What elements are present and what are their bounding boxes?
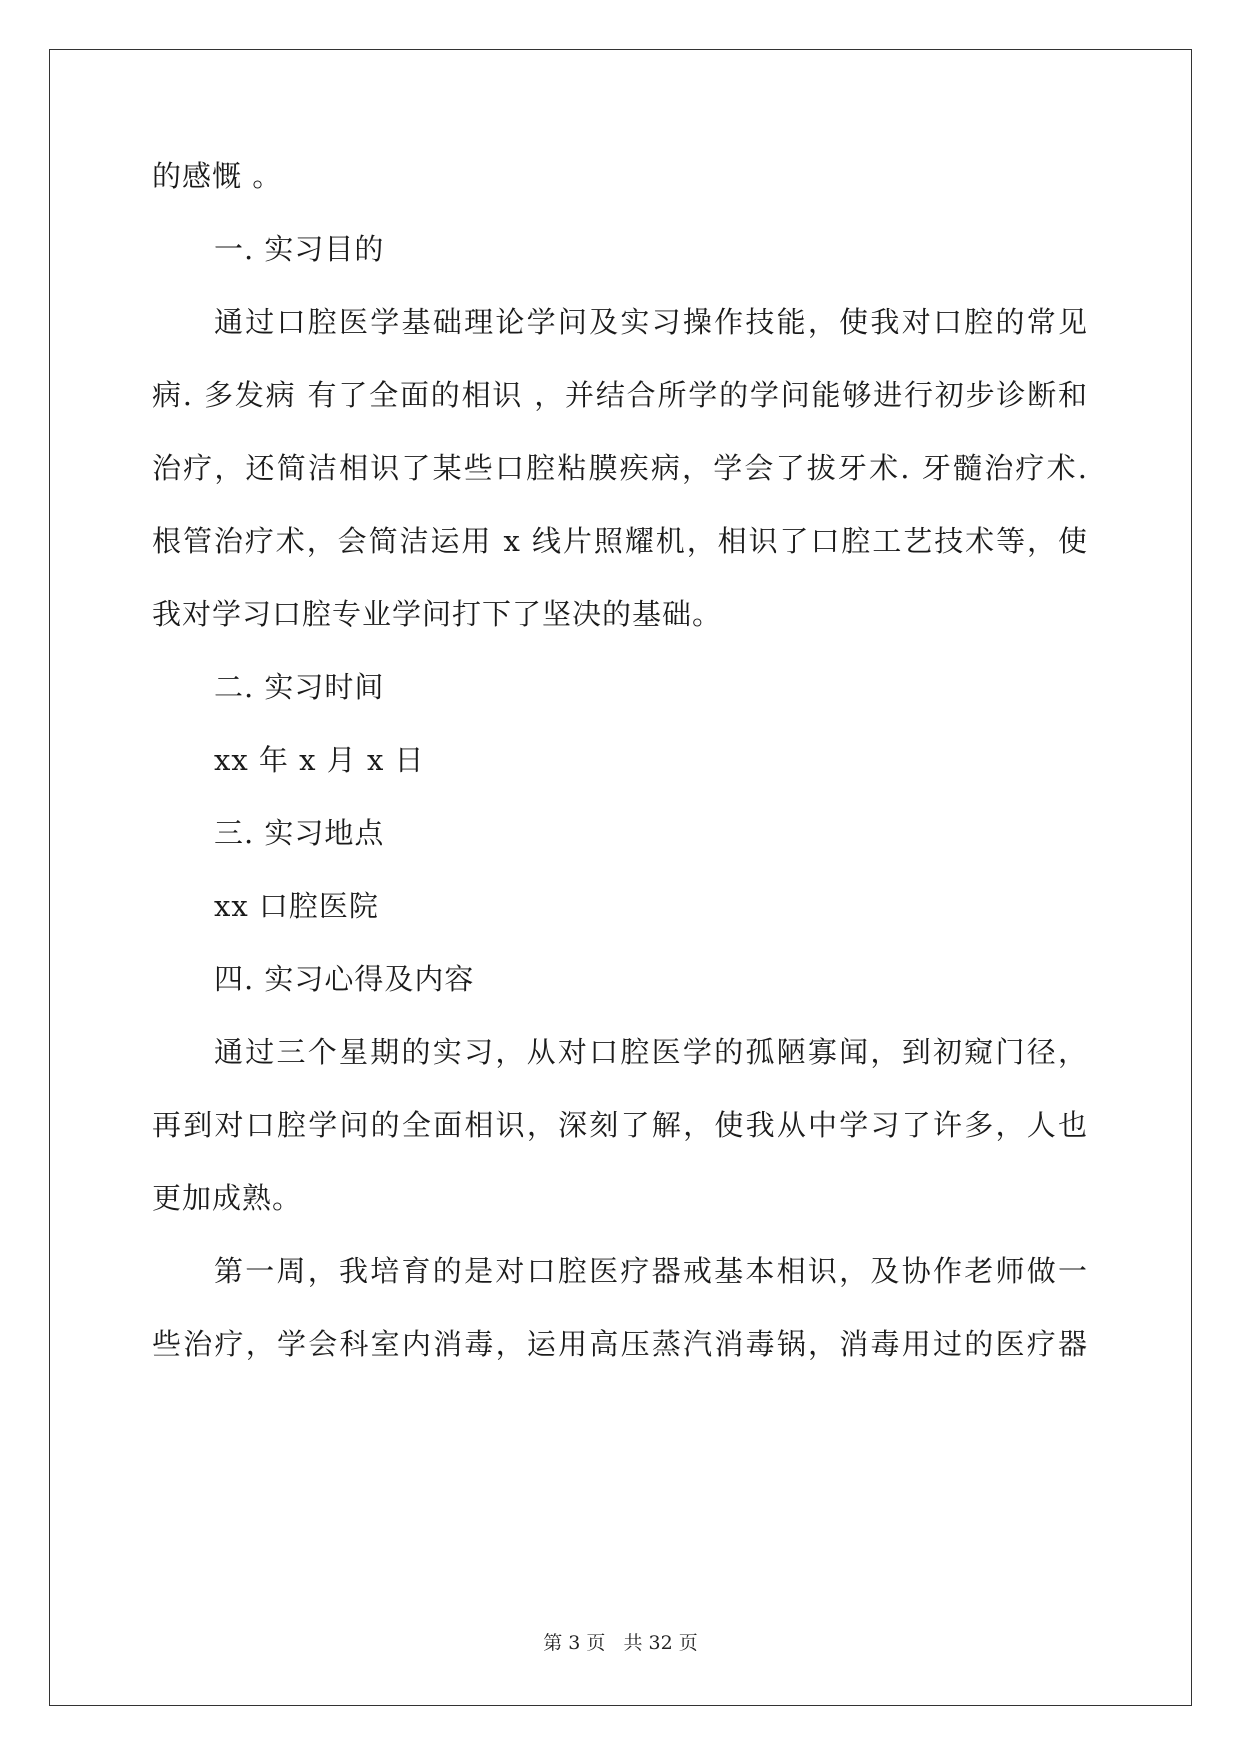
section-heading: 四. 实习心得及内容 <box>214 962 475 996</box>
page-number: 第 3 页 <box>543 1632 606 1654</box>
page-total: 共 32 页 <box>623 1632 698 1654</box>
text-line: xx 口腔医院 <box>214 889 379 923</box>
text-line: 通过口腔医学基础理论学问及实习操作技能，使我对口腔的常见 <box>214 305 1088 339</box>
section-heading: 三. 实习地点 <box>214 816 385 850</box>
text-line: 第一周，我培育的是对口腔医疗器戒基本相识，及协作老师做一 <box>214 1254 1088 1288</box>
text-line: xx 年 x 月 x 日 <box>214 743 425 777</box>
text-line: 病. 多发病 有了全面的相识 ，并结合所学的学问能够进行初步诊断和 <box>152 378 1088 412</box>
text-line: 更加成熟。 <box>152 1181 303 1215</box>
page-border <box>49 49 1192 1706</box>
section-heading: 二. 实习时间 <box>214 670 385 704</box>
text-line: 治疗，还简洁相识了某些口腔粘膜疾病，学会了拔牙术. 牙髓治疗术. <box>152 451 1088 485</box>
text-line: 些治疗，学会科室内消毒，运用高压蒸汽消毒锅，消毒用过的医疗器 <box>152 1327 1088 1361</box>
text-line: 根管治疗术，会简洁运用 x 线片照耀机，相识了口腔工艺技术等，使 <box>152 524 1088 558</box>
text-line: 的感慨 。 <box>152 159 283 193</box>
page-footer <box>0 1628 1241 1655</box>
text-line: 通过三个星期的实习，从对口腔医学的孤陋寡闻，到初窥门径， <box>214 1035 1088 1069</box>
section-heading: 一. 实习目的 <box>214 232 385 266</box>
text-line: 再到对口腔学问的全面相识，深刻了解，使我从中学习了许多，人也 <box>152 1108 1088 1142</box>
text-line: 我对学习口腔专业学问打下了坚决的基础。 <box>152 597 723 631</box>
